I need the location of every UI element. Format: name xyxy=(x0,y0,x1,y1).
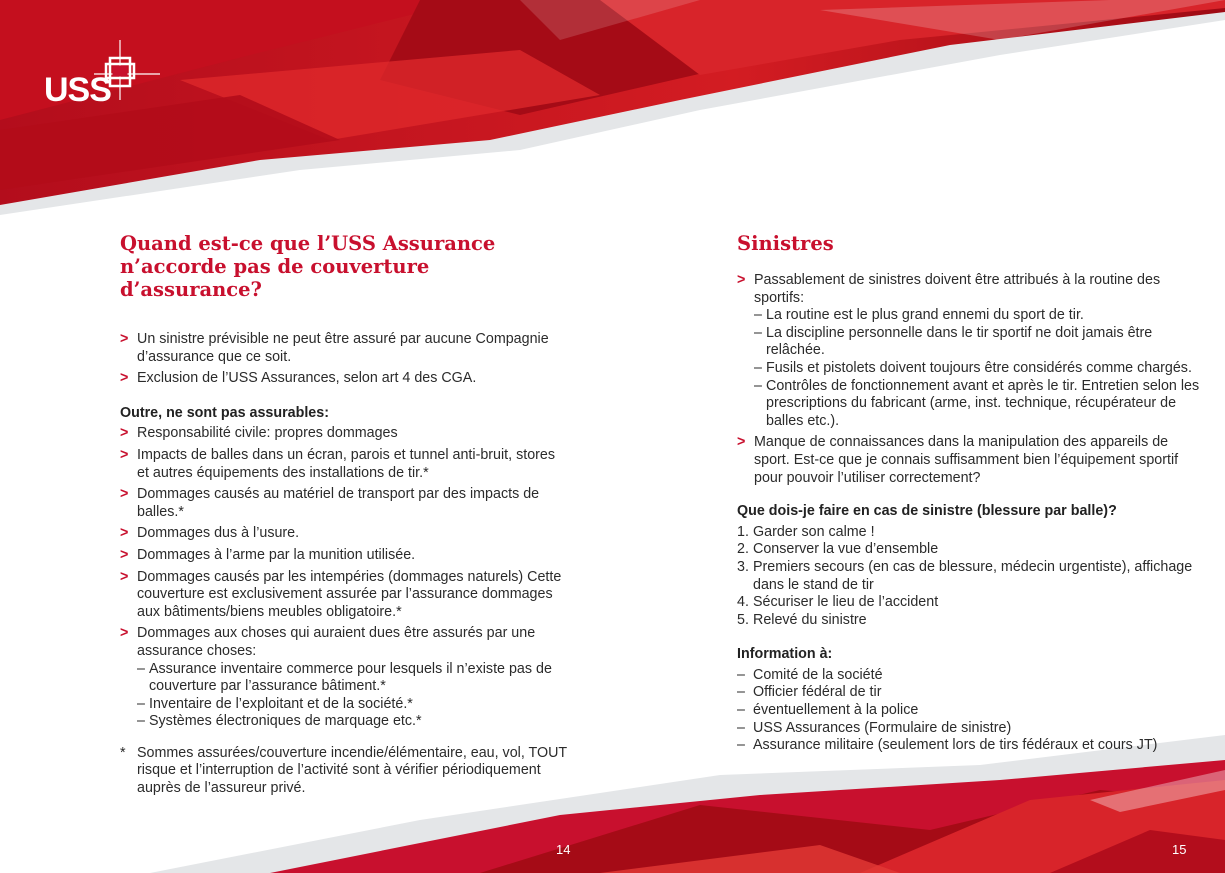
right-subheading-2: Information à: xyxy=(737,646,833,663)
arrow-icon: > xyxy=(120,486,129,503)
arrow-icon: > xyxy=(120,370,129,387)
claims-list xyxy=(737,272,1207,487)
list-item: – éventuellement à la police xyxy=(737,702,919,719)
arrow-icon: > xyxy=(737,272,746,288)
left-column xyxy=(120,232,570,798)
list-item: 5. Relevé du sinistre xyxy=(737,611,867,628)
list-item: > Impacts de balles dans un écran, parois et tunnel anti-bruit, stores et autres équipements des installations de tir.* xyxy=(120,446,556,481)
exclusions-list xyxy=(120,425,570,731)
right-subheading-1: Que dois-je faire en cas de sinistre (blessure par balle)? xyxy=(737,503,1117,520)
sub-list-item: – Assurance inventaire commerce pour lesquels il n’existe pas de couverture par l’assurance bâtiment.* xyxy=(137,660,552,695)
sub-list-item: – Systèmes électroniques de marquage etc.* xyxy=(137,713,422,730)
left-title-line2: n’accorde pas de couverture d’assurance? xyxy=(120,255,430,301)
steps-list xyxy=(737,524,1207,630)
list-item: > Manque de connaissances dans la manipulation des appareils de sport. Est-ce que je connais suffisamment bien l’équipement sportif pour pouvoir l’utiliser correctement? xyxy=(737,434,1179,486)
list-item: 2. Conserver la vue d’ensemble xyxy=(737,541,939,558)
left-title-line1: Quand est-ce que l’USS Assurance xyxy=(120,232,496,255)
arrow-icon: > xyxy=(120,331,129,347)
sub-list-item: – La discipline personnelle dans le tir sportif ne doit jamais être relâchée. xyxy=(754,324,1153,359)
list-item: – Comité de la société xyxy=(737,666,883,683)
right-title: Sinistres xyxy=(737,232,834,255)
list-item: > Dommages aux choses qui auraient dues être assurés par une assurance choses: – Assurance inventaire commerce pour lesquels il n’existe pas de couverture par l’assurance bâtiment.* – Inventaire de l’exploitant et de la société.* – Systèmes électroniques de marquage etc.* xyxy=(120,625,570,731)
arrow-icon: > xyxy=(120,525,129,542)
list-item: 1. Garder son calme ! xyxy=(737,523,875,540)
sub-list xyxy=(754,307,1207,430)
sub-list-item: – Fusils et pistolets doivent toujours être considérés comme chargés. xyxy=(754,359,1192,376)
list-item: > Un sinistre prévisible ne peut être assuré par aucune Compagnie d’assurance que ce soit. xyxy=(120,331,549,365)
sub-list-item: – La routine est le plus grand ennemi du sport de tir. xyxy=(754,307,1084,324)
left-subheading: Outre, ne sont pas assurables: xyxy=(120,404,329,421)
list-item: – Officier fédéral de tir xyxy=(737,684,882,701)
sub-list xyxy=(137,661,570,731)
logo-text: USS xyxy=(44,71,111,109)
arrow-icon: > xyxy=(120,546,129,563)
sub-list-item: – Contrôles de fonctionnement avant et après le tir. Entretien selon les prescriptions du fabricant (arme, inst. technique, récupérateur de balles etc.). xyxy=(754,377,1200,429)
page-number-right: 15 xyxy=(1172,842,1187,857)
list-item: > Dommages causés par les intempéries (dommages naturels) Cette couverture est exclusivement assurée par l’assurance dommages aux bâtiments/biens meubles obligatoire.* xyxy=(120,568,562,620)
left-title xyxy=(120,232,570,301)
arrow-icon: > xyxy=(120,568,129,585)
list-item: > Passablement de sinistres doivent être attribués à la routine des sportifs: – La routine est le plus grand ennemi du sport de tir. – La discipline personnelle dans le tir sportif ne doit jamais être relâchée. – Fusils et pistolets doivent toujours être considérés comme chargés. – Contrôles de fonctionnement avant et après le tir. Entretien selon les prescriptions du fabricant (arme, inst. technique, récupérateur de balles etc.). xyxy=(737,272,1207,430)
page-number-left: 14 xyxy=(556,842,571,857)
footnote-marker: * xyxy=(120,744,126,761)
info-list xyxy=(737,667,1207,755)
arrow-icon: > xyxy=(120,425,129,442)
arrow-icon: > xyxy=(120,625,129,642)
intro-list xyxy=(120,331,570,388)
arrow-icon: > xyxy=(737,434,746,451)
list-item: > Exclusion de l’USS Assurances, selon art 4 des CGA. xyxy=(120,370,477,387)
uss-logo xyxy=(40,38,162,110)
list-item: 4. Sécuriser le lieu de l’accident xyxy=(737,594,939,611)
sub-list-item: – Inventaire de l’exploitant et de la société.* xyxy=(137,695,413,712)
list-item: – Assurance militaire (seulement lors de tirs fédéraux et cours JT) xyxy=(737,737,1158,754)
list-item: > Responsabilité civile: propres dommages xyxy=(120,425,398,442)
list-item: 3. Premiers secours (en cas de blessure, médecin urgentiste), affichage dans le stand de tir xyxy=(737,558,1193,593)
list-item: > Dommages à l’arme par la munition utilisée. xyxy=(120,546,416,563)
arrow-icon: > xyxy=(120,446,129,463)
list-item: > Dommages causés au matériel de transport par des impacts de balles.* xyxy=(120,486,540,520)
list-item: – USS Assurances (Formulaire de sinistre) xyxy=(737,719,1012,736)
list-item: > Dommages dus à l’usure. xyxy=(120,525,300,542)
right-column xyxy=(737,232,1207,755)
footnote: * Sommes assurées/couverture incendie/élémentaire, eau, vol, TOUT risque et l’interruption de l’activité sont à vérifier périodiquement auprès de l’assureur privé. xyxy=(120,744,567,797)
